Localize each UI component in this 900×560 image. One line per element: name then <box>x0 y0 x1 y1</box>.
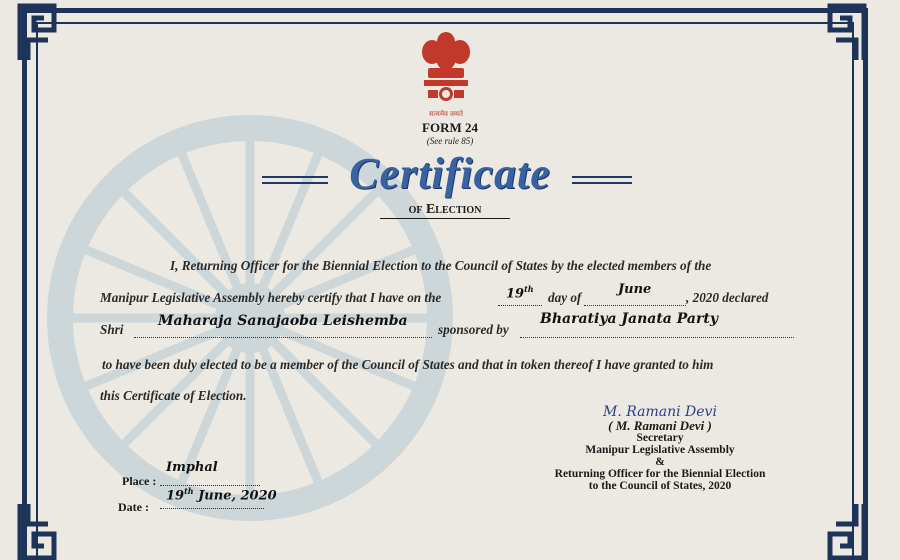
certificate-subtitle: of Election <box>380 202 510 219</box>
signatory-designation-council: to the Council of States, 2020 <box>588 480 732 492</box>
greek-key-corner-top-left <box>14 0 78 64</box>
body-line-2-prefix: Manipur Legislative Assembly hereby certify that I have on the <box>100 290 442 305</box>
date-blank <box>160 508 264 509</box>
handwritten-signature: M. Ramani Devi <box>603 404 717 420</box>
place-label: Place : <box>122 474 157 488</box>
date-label: Date : <box>118 500 149 514</box>
filled-month: June <box>618 282 652 297</box>
signatory-block <box>540 406 780 492</box>
signatory-name: ( M. Ramani Devi ) <box>608 418 712 433</box>
body-line-5: this Certificate of Election. <box>100 388 247 403</box>
title-decoration-right-2 <box>572 182 632 184</box>
party-blank <box>520 337 794 338</box>
day-blank <box>498 305 542 306</box>
greek-key-corner-bottom-right <box>806 500 870 560</box>
title-decoration-right <box>572 176 632 178</box>
filled-party: Bharatiya Janata Party <box>540 311 718 327</box>
body-line-1: I, Returning Officer for the Biennial Election to the Council of States by the elected members of the <box>170 258 712 273</box>
body-line-2-day: day of <box>548 290 582 305</box>
body-line-3-sponsored: sponsored by <box>438 322 509 337</box>
national-emblem-icon <box>414 28 478 112</box>
emblem-motto: सत्यमेव जयते <box>429 110 463 118</box>
certificate-title: Certificate <box>349 149 551 198</box>
signatory-designation-assembly: Manipur Legislative Assembly <box>585 444 735 456</box>
body-line-4: to have been duly elected to be a member of the Council of States and that in token thereof I have granted to him <box>102 357 714 372</box>
place-value: Imphal <box>166 460 218 475</box>
rule-reference: (See rule 85) <box>426 136 474 146</box>
signatory-designation-returning-officer: Returning Officer for the Biennial Election <box>554 468 766 480</box>
date-value: 19th June, 2020 <box>166 486 277 504</box>
signatory-ampersand: & <box>655 456 665 468</box>
filled-day: 19th <box>506 284 534 302</box>
form-number: FORM 24 <box>422 120 478 135</box>
body-line-2-suffix: , 2020 declared <box>686 290 769 305</box>
body-line-3-prefix: Shri <box>100 322 124 337</box>
title-decoration-left-2 <box>262 182 328 184</box>
title-decoration-left <box>262 176 328 178</box>
filled-member-name: Maharaja Sanajaoba Leishemba <box>158 313 408 329</box>
signatory-designation-secretary: Secretary <box>636 432 684 444</box>
member-name-blank <box>134 337 432 338</box>
month-blank <box>584 305 686 306</box>
greek-key-corner-top-right <box>806 0 870 64</box>
